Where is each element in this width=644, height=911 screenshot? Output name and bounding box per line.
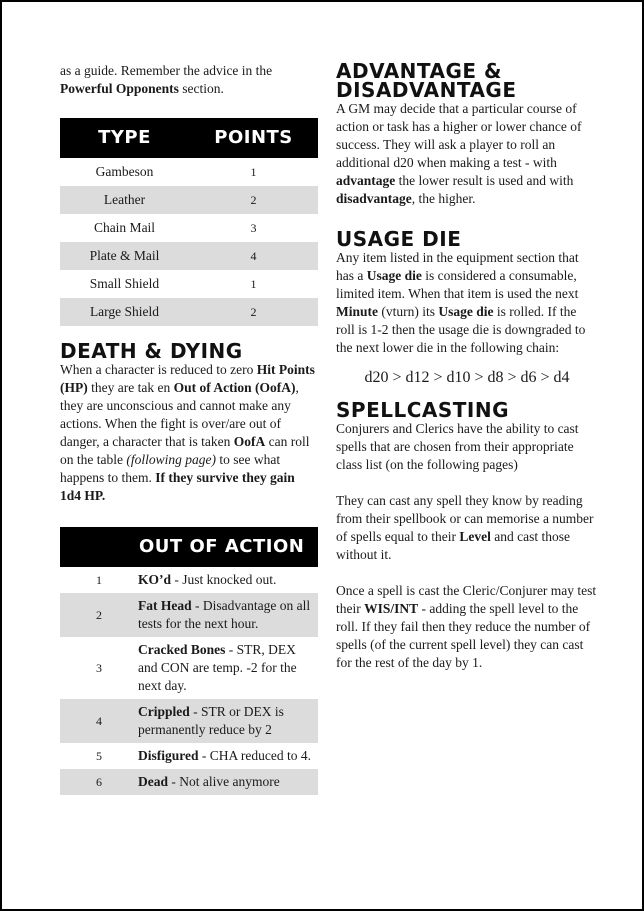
table-row: 6 Dead - Not alive anymore [60,769,318,795]
out-of-action-table [60,527,318,795]
table-row: 4 Crippled - STR or DEX is permanently reduce by 2 [60,699,318,743]
table-row: 1 KO’d - Just knocked out. [96,572,277,587]
right-column [336,59,598,672]
table-row: 2 Fat Head - Disadvantage on all tests for the next hour. [60,593,318,637]
table-row: Gambeson 1 [95,164,257,179]
spellcasting-paragraph-2: They can cast any spell they know by reading from their spellbook or can memorise a number of spells equal to their Level and cast those without it. [336,493,594,562]
table-row: 5 Disfigured - CHA reduced to 4. [96,748,311,763]
armor-table [60,118,318,326]
armor-type-header: TYPE [60,118,189,158]
death-dying-heading: DEATH & DYING [60,339,243,363]
table-row: 3 Cracked Bones - STR, DEX and CON are temp. -2 for the next day. [96,642,297,693]
armor-points-header: POINTS [189,118,318,158]
death-dying-paragraph: When a character is reduced to zero Hit Points (HP) they are tak en Out of Action (OofA), they are unconscious and cannot make any actions. When the fight is over/are out of danger, a character that is taken OofA can roll on the table (following page) to see what happens to them. If they survive they gain 1d4 HP. [60,362,315,503]
advantage-heading: ADVANTAGE & DISADVANTAGE [336,59,517,102]
usage-die-heading: USAGE DIE [336,227,462,251]
table-row: Small Shield 1 [89,276,257,291]
left-column [60,62,318,795]
powerful-opponents-ref: Powerful Opponents [60,81,179,96]
table-row: Large Shield 2 [60,298,318,326]
advantage-paragraph: A GM may decide that a particular course of action or task has a higher or lower chance of success. They will ask a player to roll an additional d20 when making a test - with advantage the lower result is used and with disadvantage, the higher. [336,101,582,206]
out-of-action-header: OUT OF ACTION [138,527,318,567]
spellcasting-paragraph-3: Once a spell is cast the Cleric/Conjurer may test their WIS/INT - adding the spell level to the roll. If they fail then they reduce the number of spells (of the current spell level) they can cast for the rest of the day by 1. [336,583,597,670]
table-row: Chain Mail 3 [93,220,257,235]
table-row: Leather 2 [60,186,318,214]
usage-die-paragraph: Any item listed in the equipment section that has a Usage die is considered a consumable, limited item. When that item is used the next Minute (vturn) its Usage die is rolled. If the roll is 1-2 then the usage die is downgraded to the next lower die in the following chain: [336,250,586,355]
usage-die-chain: d20 > d12 > d10 > d8 > d6 > d4 [364,369,570,386]
spellcasting-paragraph-1: Conjurers and Clerics have the ability to cast spells that are chosen from their appropriate class list (on the following pages) [336,421,579,472]
intro-paragraph: as a guide. Remember the advice in the Powerful Opponents section. [60,63,273,96]
table-row: Plate & Mail 4 [60,242,318,270]
spellcasting-heading: SPELLCASTING [336,398,510,422]
